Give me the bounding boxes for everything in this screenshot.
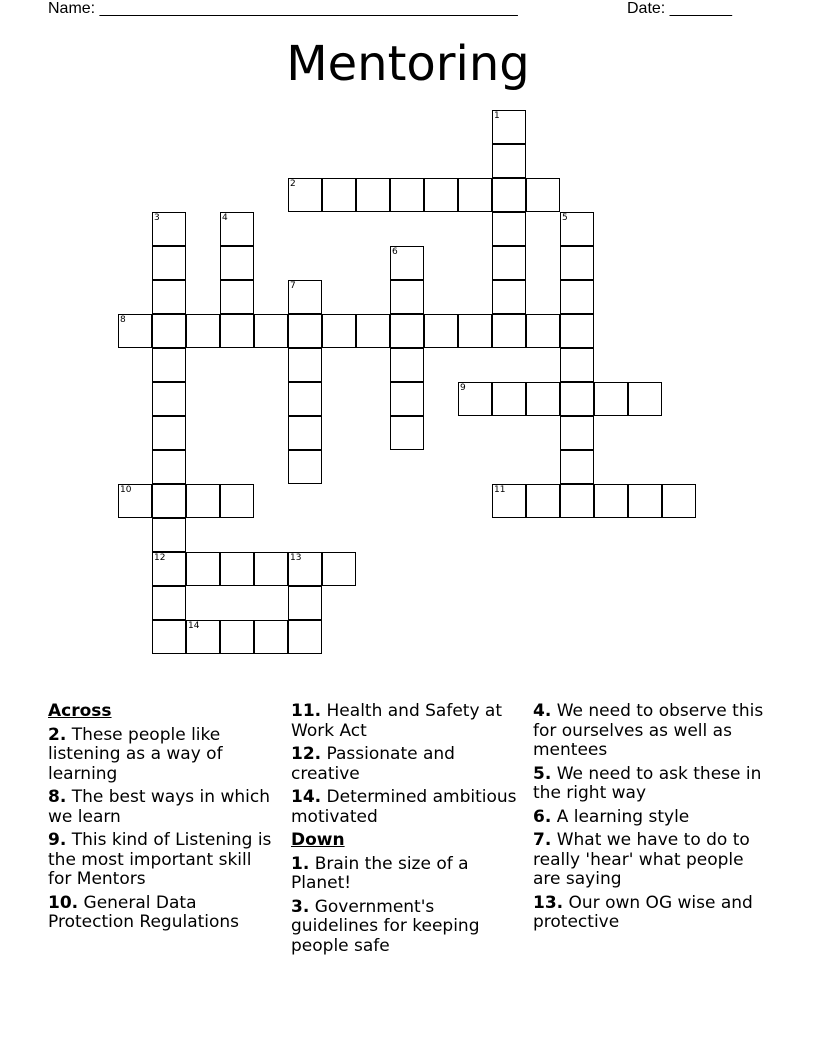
grid-cell[interactable]: [492, 144, 526, 178]
grid-cell[interactable]: [458, 178, 492, 212]
grid-cell[interactable]: [526, 314, 560, 348]
grid-cell[interactable]: [254, 552, 288, 586]
clue-across-8: 8. The best ways in which we learn: [48, 787, 270, 827]
grid-cell[interactable]: [152, 314, 186, 348]
grid-cell[interactable]: [526, 382, 560, 416]
grid-cell[interactable]: [186, 484, 220, 518]
clue-number: 8: [120, 315, 126, 325]
clue-down-4: 4. We need to observe this for ourselves as well as mentees: [533, 701, 764, 760]
clue-across-14: 14. Determined ambitious motivated: [291, 787, 517, 827]
grid-cell[interactable]: [424, 178, 458, 212]
grid-cell[interactable]: [560, 416, 594, 450]
grid-cell[interactable]: [628, 382, 662, 416]
clue-down-6: 6. A learning style: [533, 806, 690, 827]
grid-cell[interactable]: [152, 348, 186, 382]
grid-cell[interactable]: [152, 382, 186, 416]
grid-cell[interactable]: [152, 586, 186, 620]
clue-number: 2: [290, 179, 296, 189]
clue-across-12: 12. Passionate and creative: [291, 744, 455, 784]
grid-cell[interactable]: [254, 314, 288, 348]
grid-cell[interactable]: [118, 484, 152, 518]
grid-cell[interactable]: [526, 484, 560, 518]
grid-cell[interactable]: [560, 484, 594, 518]
clue-number: 13: [290, 553, 302, 563]
grid-cell[interactable]: [492, 484, 526, 518]
grid-cell[interactable]: [288, 586, 322, 620]
grid-cell[interactable]: [356, 314, 390, 348]
grid-cell[interactable]: [288, 178, 322, 212]
clue-number: 12: [154, 553, 166, 563]
grid-cell[interactable]: [424, 314, 458, 348]
grid-cell[interactable]: [594, 382, 628, 416]
grid-cell[interactable]: [220, 484, 254, 518]
clue-number: 7: [290, 281, 296, 291]
grid-cell[interactable]: [288, 552, 322, 586]
grid-cell[interactable]: [390, 382, 424, 416]
grid-cell[interactable]: [288, 620, 322, 654]
grid-cell[interactable]: [492, 280, 526, 314]
grid-cell[interactable]: [390, 348, 424, 382]
clue-number: 4: [222, 213, 228, 223]
grid-cell[interactable]: [288, 314, 322, 348]
grid-cell[interactable]: [220, 212, 254, 246]
grid-cell[interactable]: [492, 212, 526, 246]
clue-number: 6: [392, 247, 398, 257]
grid-cell[interactable]: [220, 552, 254, 586]
puzzle-title: Mentoring: [286, 36, 530, 92]
grid-cell[interactable]: [152, 450, 186, 484]
date-field: Date: _______: [627, 0, 732, 17]
grid-cell[interactable]: [560, 348, 594, 382]
grid-cell[interactable]: [390, 178, 424, 212]
clue-number: 11: [494, 485, 506, 495]
clue-number: 3: [154, 213, 160, 223]
grid-cell[interactable]: [458, 382, 492, 416]
grid-cell[interactable]: [492, 178, 526, 212]
grid-cell[interactable]: [152, 212, 186, 246]
clue-number: 10: [120, 485, 132, 495]
clue-down-5: 5. We need to ask these in the right way: [533, 763, 762, 803]
grid-cell[interactable]: [390, 280, 424, 314]
clue-across-9: 9. This kind of Listening is the most important skill for Mentors: [48, 830, 272, 889]
grid-cell[interactable]: [560, 450, 594, 484]
clue-number: 9: [460, 383, 466, 393]
clue-down-3: 3. Government's guidelines for keeping people safe: [291, 896, 480, 956]
grid-cell[interactable]: [220, 314, 254, 348]
name-field: Name: _______________________________________________: [48, 0, 518, 17]
clue-down-1: 1. Brain the size of a Planet!: [291, 853, 469, 893]
grid-cell[interactable]: [322, 552, 356, 586]
clue-across-11: 11. Health and Safety at Work Act: [291, 701, 503, 741]
clue-across-2: 2. These people like listening as a way of learning: [48, 724, 223, 784]
grid-cell[interactable]: [322, 178, 356, 212]
grid-cell[interactable]: [560, 280, 594, 314]
grid-cell[interactable]: [628, 484, 662, 518]
grid-cell[interactable]: [186, 620, 220, 654]
grid-cell[interactable]: [288, 382, 322, 416]
grid-cell[interactable]: [390, 314, 424, 348]
grid-cell[interactable]: [390, 246, 424, 280]
clue-number: 14: [188, 621, 200, 631]
grid-cell[interactable]: [220, 246, 254, 280]
grid-cell[interactable]: [152, 552, 186, 586]
grid-cell[interactable]: [152, 484, 186, 518]
grid-cell[interactable]: [458, 314, 492, 348]
grid-cell[interactable]: [560, 382, 594, 416]
grid-cell[interactable]: [526, 178, 560, 212]
grid-cell[interactable]: [560, 246, 594, 280]
clues-column-1: [48, 702, 278, 937]
clues-column-3: [533, 702, 773, 937]
grid-cell[interactable]: [560, 314, 594, 348]
grid-cell[interactable]: [152, 280, 186, 314]
down-heading: Down: [291, 830, 345, 850]
grid-cell[interactable]: [594, 484, 628, 518]
clue-number: 5: [562, 213, 568, 223]
grid-cell[interactable]: [492, 246, 526, 280]
grid-cell[interactable]: [356, 178, 390, 212]
grid-cell[interactable]: [186, 314, 220, 348]
grid-cell[interactable]: [152, 416, 186, 450]
grid-cell[interactable]: [322, 314, 356, 348]
clues-column-2: [291, 702, 521, 960]
grid-cell[interactable]: [186, 552, 220, 586]
grid-cell[interactable]: [118, 314, 152, 348]
grid-cell[interactable]: [288, 348, 322, 382]
grid-cell[interactable]: [254, 620, 288, 654]
grid-cell[interactable]: [288, 450, 322, 484]
clue-down-7: 7. What we have to do to really 'hear' what people are saying: [533, 830, 750, 889]
grid-cell[interactable]: [492, 382, 526, 416]
grid-cell[interactable]: [662, 484, 696, 518]
grid-cell[interactable]: [492, 314, 526, 348]
grid-cell[interactable]: [220, 620, 254, 654]
grid-cell[interactable]: [152, 246, 186, 280]
grid-cell[interactable]: [152, 620, 186, 654]
grid-cell[interactable]: [560, 212, 594, 246]
grid-cell[interactable]: [152, 518, 186, 552]
grid-cell[interactable]: [492, 110, 526, 144]
grid-cell[interactable]: [390, 416, 424, 450]
clue-number: 1: [494, 111, 500, 121]
clue-across-10: 10. General Data Protection Regulations: [48, 892, 240, 932]
grid-cell[interactable]: [288, 416, 322, 450]
across-heading: Across: [48, 701, 112, 721]
grid-cell[interactable]: [288, 280, 322, 314]
clue-down-13: 13. Our own OG wise and protective: [533, 892, 753, 932]
grid-cell[interactable]: [220, 280, 254, 314]
